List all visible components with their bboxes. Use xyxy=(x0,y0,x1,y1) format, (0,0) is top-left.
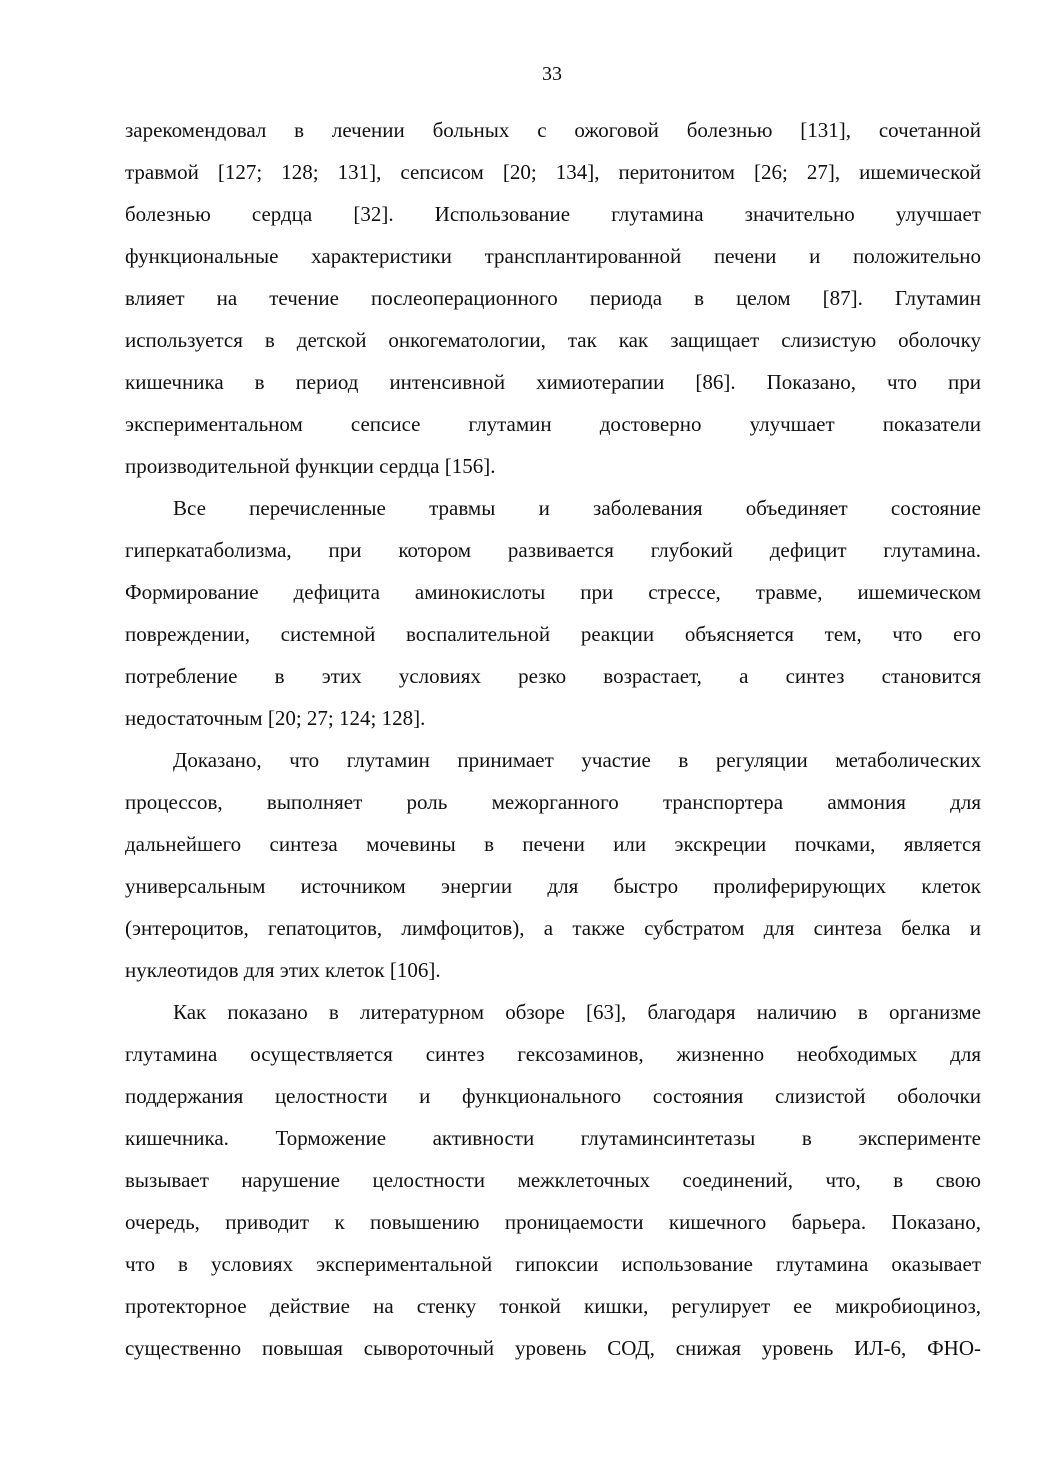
text-line: Как показано в литературном обзоре [63], благодаря наличию в организме xyxy=(173,1000,981,1024)
text-line: глутамина осуществляется синтез гексозаминов, жизненно необходимых для xyxy=(125,1042,981,1066)
text-line: кишечника в период интенсивной химиотерапии [86]. Показано, что при xyxy=(125,370,981,394)
text-line: экспериментальном сепсисе глутамин достоверно улучшает показатели xyxy=(125,412,981,436)
text-line: существенно повышая сывороточный уровень СОД, снижая уровень ИЛ-6, ФНО- xyxy=(125,1336,981,1360)
text-line: кишечника. Торможение активности глутаминсинтетазы в эксперименте xyxy=(125,1126,981,1150)
page-number: 33 xyxy=(542,63,562,85)
text-line: производительной функции сердца [156]. xyxy=(125,454,496,478)
text-line: функциональные характеристики трансплантированной печени и положительно xyxy=(125,244,981,268)
text-line: что в условиях экспериментальной гипоксии использование глутамина оказывает xyxy=(125,1252,981,1276)
text-line: универсальным источником энергии для быстро пролиферирующих клеток xyxy=(125,874,981,898)
document-body xyxy=(125,109,981,1369)
text-line: Все перечисленные травмы и заболевания объединяет состояние xyxy=(173,496,981,520)
text-line: влияет на течение послеоперационного периода в целом [87]. Глутамин xyxy=(125,286,981,310)
text-line: Доказано, что глутамин принимает участие в регуляции метаболических xyxy=(173,748,981,772)
text-line: потребление в этих условиях резко возрастает, а синтез становится xyxy=(125,664,981,688)
text-line: недостаточным [20; 27; 124; 128]. xyxy=(125,706,426,730)
text-line: очередь, приводит к повышению проницаемости кишечного барьера. Показано, xyxy=(125,1210,981,1234)
text-line: вызывает нарушение целостности межклеточных соединений, что, в свою xyxy=(125,1168,981,1192)
text-line: используется в детской онкогематологии, так как защищает слизистую оболочку xyxy=(125,328,981,352)
text-line: процессов, выполняет роль межорганного транспортера аммония для xyxy=(125,790,981,814)
text-line: травмой [127; 128; 131], сепсисом [20; 134], перитонитом [26; 27], ишемической xyxy=(125,160,981,184)
text-line: Формирование дефицита аминокислоты при стрессе, травме, ишемическом xyxy=(125,580,981,604)
paragraph-4 xyxy=(125,991,981,1369)
text-line: зарекомендовал в лечении больных с ожоговой болезнью [131], сочетанной xyxy=(125,118,981,142)
text-line: нуклеотидов для этих клеток [106]. xyxy=(125,958,441,982)
text-line: протекторное действие на стенку тонкой кишки, регулирует ее микробиоциноз, xyxy=(125,1294,981,1318)
text-line: гиперкатаболизма, при котором развивается глубокий дефицит глутамина. xyxy=(125,538,981,562)
text-line: повреждении, системной воспалительной реакции объясняется тем, что его xyxy=(125,622,981,646)
text-line: дальнейшего синтеза мочевины в печени или экскреции почками, является xyxy=(125,832,981,856)
paragraph-2 xyxy=(125,487,981,739)
text-line: поддержания целостности и функционального состояния слизистой оболочки xyxy=(125,1084,981,1108)
text-line: (энтероцитов, гепатоцитов, лимфоцитов), а также субстратом для синтеза белка и xyxy=(125,916,981,940)
paragraph-3 xyxy=(125,739,981,991)
text-line: болезнью сердца [32]. Использование глутамина значительно улучшает xyxy=(125,202,981,226)
paragraph-1 xyxy=(125,109,981,487)
